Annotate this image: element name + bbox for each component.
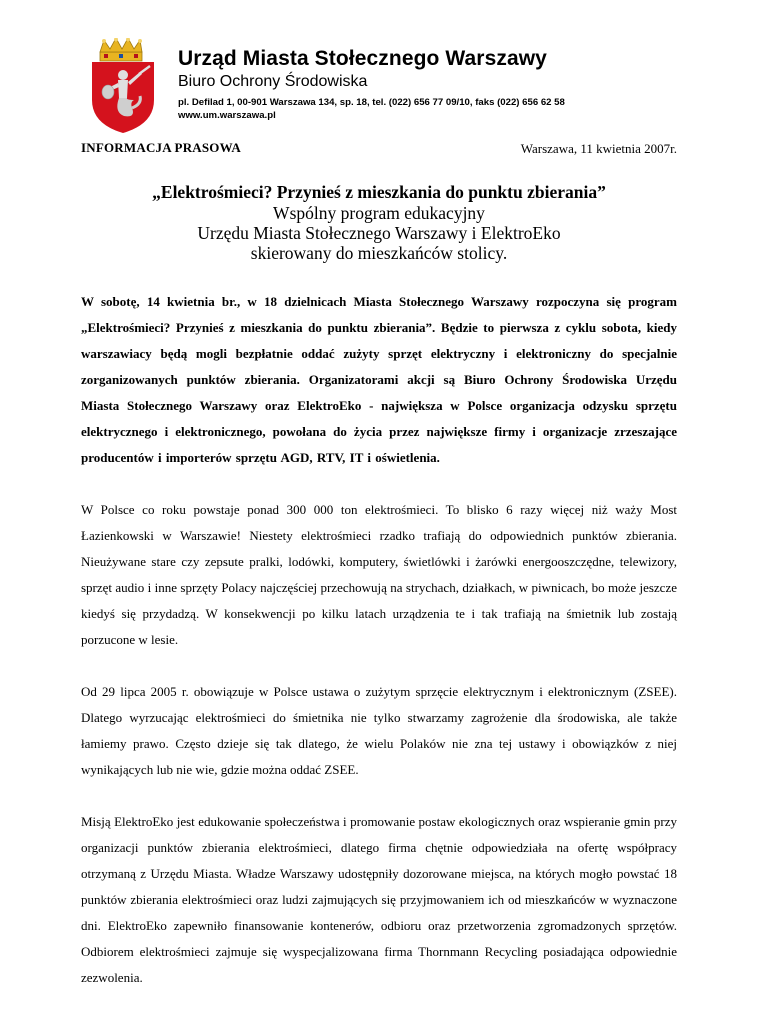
subtitle-line: skierowany do mieszkańców stolicy. — [250, 243, 508, 263]
press-release-title: „Elektrośmieci? Przynieś z mieszkania do punktu zbierania” — [152, 182, 606, 202]
press-release-body — [81, 289, 677, 1017]
body-paragraph: Od 29 lipca 2005 r. obowiązuje w Polsce ustawa o zużytym sprzęcie elektrycznym i elektronicznym (ZSEE). Dlatego wyrzucając elektrośmieci do śmietnika nie tylko stwarzamy zagrożenie dla środowiska, ale także łamiemy prawo. Często dzieje się tak dlatego, że wielu Polaków nie zna tej ustawy i obowiązków z niej wynikających lub nie wie, gdzie można oddać ZSEE. — [81, 684, 677, 777]
body-paragraph: W Polsce co roku powstaje ponad 300 000 ton elektrośmieci. To blisko 6 razy więcej niż waży Most Łazienkowski w Warszawie! Niestety elektrośmieci rzadko trafiają do odpowiednich punktów zbierania. Nieużywane stare czy zepsute pralki, lodówki, komputery, świetlówki i żarówki energooszczędne, telewizory, sprzęt audio i inne sprzęty Polacy najczęściej przechowują na strychach, działkach, w piwnicach, bo może jeszcze kiedyś się przydadzą. W konsekwencji po kilku latach urządzenia te i tak trafiają na śmietnik lub zostają porzucone w lesie. — [81, 502, 677, 647]
release-date: Warszawa, 11 kwietnia 2007r. — [520, 141, 677, 156]
lead-paragraph: W sobotę, 14 kwietnia br., w 18 dzielnicach Miasta Stołecznego Warszawy rozpoczyna się program „Elektrośmieci? Przynieś z mieszkania do punktu zbierania”. Będzie to pierwsza z cyklu sobota, kiedy warszawiacy będą mogli bezpłatnie oddać zużyty sprzęt elektryczny i elektroniczny do specjalnie zorganizowanych punktów zbierania. Organizatorami akcji są Biuro Ochrony Środowiska Urzędu Miasta Stołecznego Warszawy oraz ElektroEko - największa w Polsce organizacja odzysku sprzętu elektrycznego i elektronicznego, powołana do życia przez największe firmy i organizacje zrzeszające producentów i importerów sprzętu AGD, RTV, IT i oświetlenia. — [81, 294, 677, 465]
office-address: pl. Defilad 1, 00-901 Warszawa 134, sp. 18, tel. (022) 656 77 09/10, faks (022) 656 62 58 — [178, 97, 565, 108]
subtitle-line: Wspólny program edukacyjny — [273, 203, 485, 223]
body-paragraph: Misją ElektroEko jest edukowanie społeczeństwa i promowanie postaw ekologicznych oraz wspieranie gmin przy organizacji punktów zbierania elektrośmieci, dlatego firma chętnie odpowiedziała na ofertę współpracy otrzymaną z Urzędu Miasta. Władze Warszawy udostępniły dozorowane miejsca, na których mogło powstać 18 punktów zbierania elektrośmieci oraz ludzi zajmujących się przyjmowaniem ich od mieszkańców w wyznaczone dni. ElektroEko zapewniło finansowanie kontenerów, odbioru oraz przetworzenia zgromadzonych sprzętów. Odbiorem elektrośmieci zajmuje się wyspecjalizowana firma Thornmann Recycling posiadająca odpowiednie zezwolenia. — [81, 814, 677, 985]
office-name: Urząd Miasta Stołecznego Warszawy — [178, 47, 547, 70]
office-website: www.um.warszawa.pl — [178, 110, 276, 121]
subtitle-line: Urzędu Miasta Stołecznego Warszawy i ElektroEko — [197, 223, 561, 243]
bureau-name: Biuro Ochrony Środowiska — [178, 73, 368, 90]
letterhead-text — [178, 46, 608, 122]
letterhead — [84, 30, 604, 132]
press-release-label: INFORMACJA PRASOWA — [81, 140, 241, 155]
title-block — [80, 182, 678, 263]
press-info-row — [81, 140, 677, 156]
warsaw-coat-of-arms-icon — [86, 38, 160, 134]
